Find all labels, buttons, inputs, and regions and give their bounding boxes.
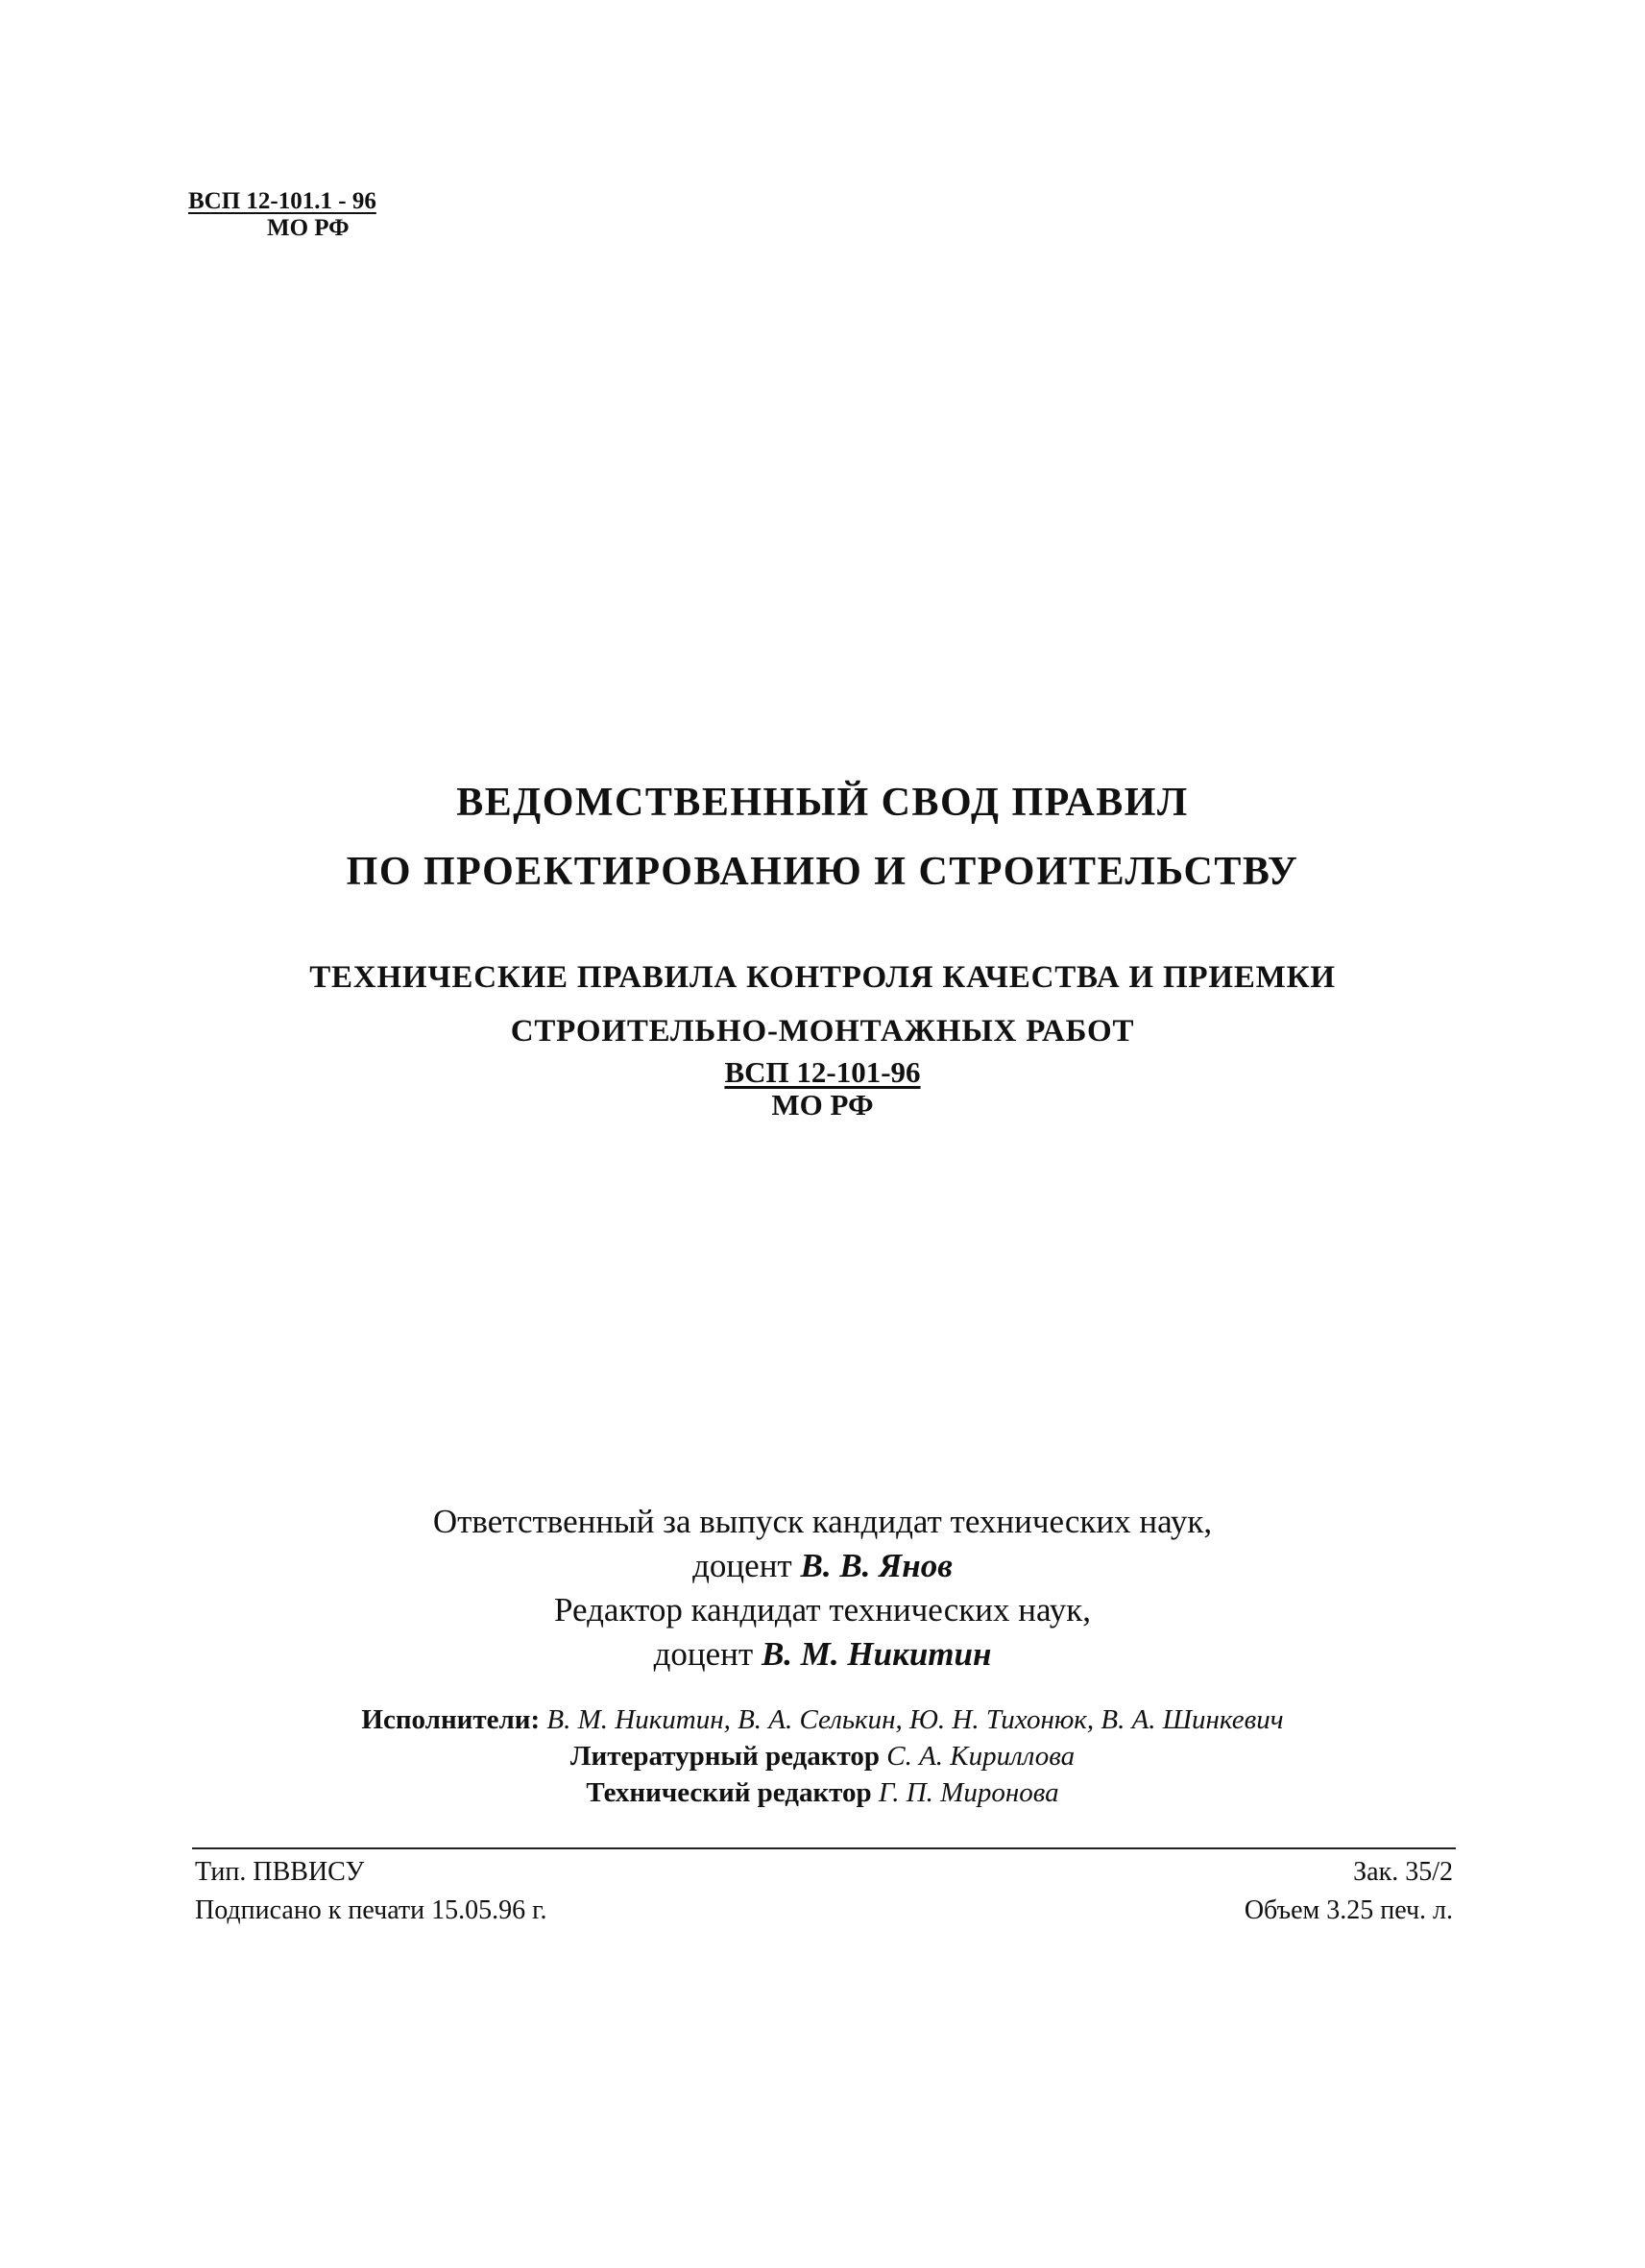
lit-editor-line <box>0 1738 1645 1774</box>
responsible-title: доцент <box>692 1547 792 1584</box>
subtitle <box>0 951 1645 1058</box>
tech-editor-line <box>0 1774 1645 1811</box>
order-number: Зак. 35/2 <box>1353 1857 1453 1887</box>
executors-label: Исполнители: <box>361 1704 541 1735</box>
printer-name: Тип. ПВВИСУ <box>195 1857 365 1887</box>
doc-code: ВСП 12-101-96 <box>724 1055 921 1089</box>
editor-title: доцент <box>653 1635 754 1673</box>
header-org: МО РФ <box>267 215 350 241</box>
footer-left <box>195 1853 867 1930</box>
responsible-line-2 <box>0 1544 1645 1588</box>
header-code: ВСП 12-101.1 - 96 <box>188 188 376 214</box>
main-title <box>0 768 1645 906</box>
editor-name: В. М. Никитин <box>761 1635 992 1673</box>
signed-date: Подписано к печати 15.05.96 г. <box>195 1895 547 1925</box>
doc-code-block <box>0 1056 1645 1122</box>
header-code-block <box>188 188 409 242</box>
main-title-line-1: ВЕДОМСТВЕННЫЙ СВОД ПРАВИЛ <box>456 781 1189 825</box>
main-title-line-2: ПО ПРОЕКТИРОВАНИЮ И СТРОИТЕЛЬСТВУ <box>346 850 1299 894</box>
subtitle-line-2: СТРОИТЕЛЬНО-МОНТАЖНЫХ РАБОТ <box>510 1014 1135 1049</box>
executors-block <box>0 1701 1645 1811</box>
editor-line-2 <box>0 1632 1645 1677</box>
print-volume: Объем 3.25 печ. л. <box>1244 1895 1453 1925</box>
responsible-line-1: Ответственный за выпуск кандидат технических наук, <box>432 1503 1213 1540</box>
tech-editor-name: Г. П. Миронова <box>878 1777 1059 1808</box>
lit-editor-label: Литературный редактор <box>569 1741 880 1772</box>
lit-editor-name: С. А. Кириллова <box>886 1741 1076 1772</box>
editor-line: Редактор кандидат технических наук, <box>554 1591 1091 1629</box>
tech-editor-label: Технический редактор <box>586 1777 872 1808</box>
responsible-name: В. В. Янов <box>800 1547 953 1584</box>
executors-line <box>0 1701 1645 1738</box>
doc-org: МО РФ <box>771 1088 874 1122</box>
subtitle-line-1: ТЕХНИЧЕСКИЕ ПРАВИЛА КОНТРОЛЯ КАЧЕСТВА И ПРИЕМКИ <box>309 960 1336 995</box>
footer-right <box>970 1853 1453 1930</box>
responsible-block <box>0 1500 1645 1677</box>
footer-divider <box>192 1847 1456 1849</box>
executors-names: В. М. Никитин, В. А. Селькин, Ю. Н. Тихонюк, В. А. Шинкевич <box>546 1704 1284 1735</box>
